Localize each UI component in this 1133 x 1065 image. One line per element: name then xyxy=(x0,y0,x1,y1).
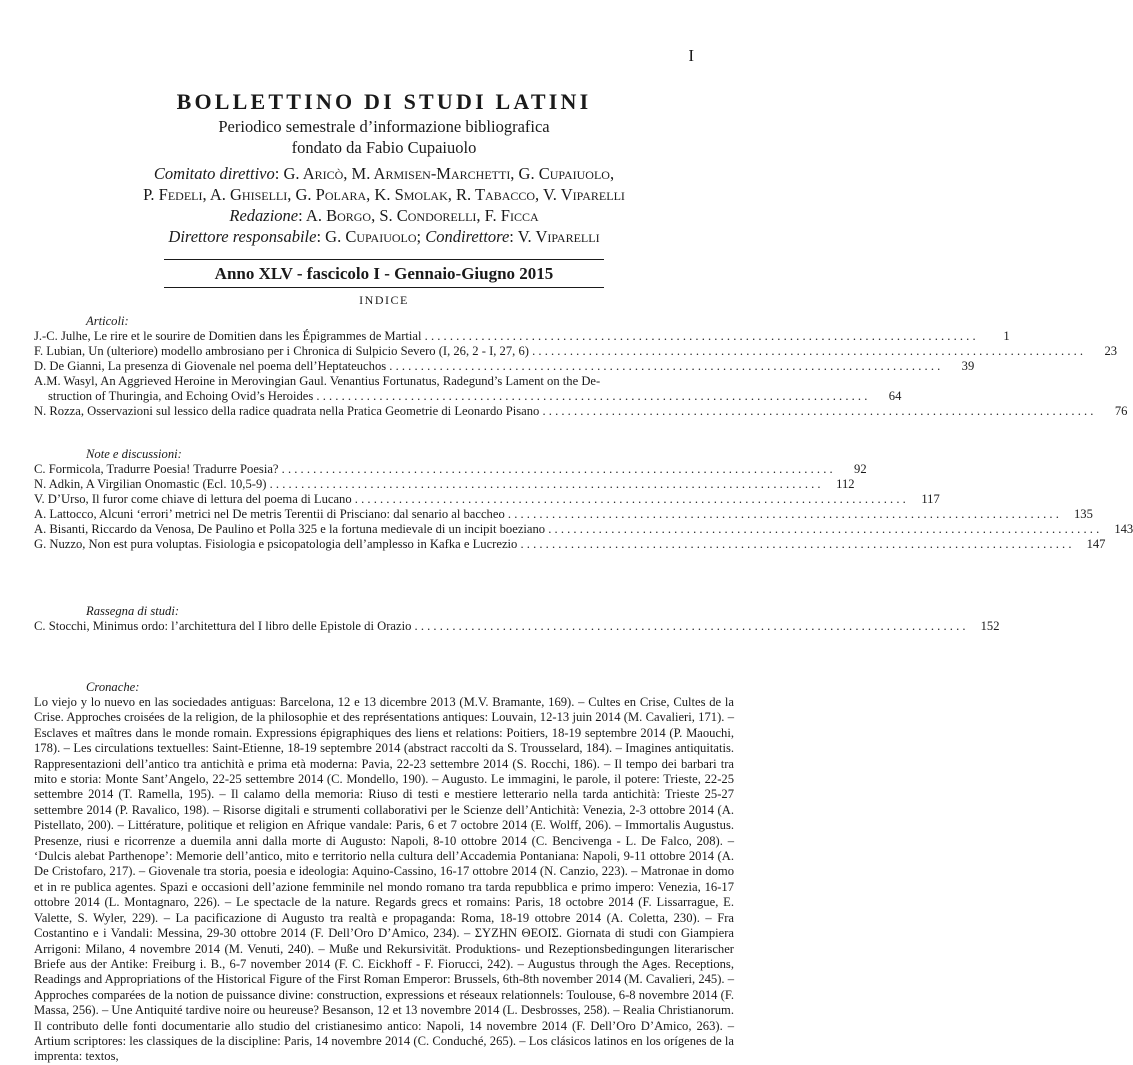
toc-entry[interactable] xyxy=(34,359,975,374)
subtitle-line-1: Periodico semestrale d’informazione bibliografica xyxy=(218,117,550,136)
rule-top xyxy=(164,259,604,260)
rassegna-section xyxy=(34,604,1000,634)
toc-page: 143 xyxy=(1114,522,1133,536)
redazione-label: Redazione xyxy=(229,206,299,225)
toc-page: 64 xyxy=(888,389,902,403)
comitato-members-2: P. Fedeli, A. Ghiselli, G. Polara, K. Smolak, R. Tabacco, V. Viparelli xyxy=(143,185,625,204)
toc-entry[interactable] xyxy=(34,329,1010,344)
toc-title: C. Stocchi, Minimus ordo: l’architettura del I libro delle Epistole di Orazio . . . xyxy=(34,619,966,634)
toc-page: 147 xyxy=(1086,537,1106,551)
condirettore-label: Condirettore xyxy=(425,227,510,246)
toc-title-line-1: A.M. Wasyl, An Aggrieved Heroine in Merovingian Gaul. Venantius Fortunatus, Radegund’s Lament on the De- xyxy=(34,374,601,388)
index-heading: INDICE xyxy=(359,293,409,307)
toc-page: 117 xyxy=(921,492,940,506)
toc-entry[interactable] xyxy=(34,522,1133,537)
toc-title: V. D’Urso, Il furor come chiave di lettura del poema di Lucano . . . xyxy=(34,492,906,507)
direttore-line xyxy=(0,226,768,247)
rule-bottom xyxy=(164,287,604,288)
comitato-line-1 xyxy=(0,163,768,184)
cronache-text: Lo viejo y lo nuevo en las sociedades antiguas: Barcelona, 12 e 13 dicembre 2013 (M.V. Bramante, 169). – Cultes en Crise, Cultes de la Crise. Approches croisées de la religion, de la philosophie et des représentations antiques: Louvain, 12-13 juin 2014 (M. Cavalieri, 171). – Esclaves et maîtres dans le monde romain. Expressions épigraphiques des liens et relations: Poitiers, 18-19 septembre 2014 (P. Maouchi, 178). – Les circulations textuelles: Saint-Etienne, 18-19 septembre 2014 (abstract raccolti da S. Trousselard, 184). – Imagines antiquitatis. Rappresentazioni dell’antico tra antichità e prima età moderna: Pavia, 22-23 settembre 2014 (S. Rocchi, 186). – Il tempo dei barbari tra mito e storia: Monte Sant’Angelo, 22-25 settembre 2014 (C. Mondello, 190). – Augusto. Le immagini, le parole, il potere: Trieste, 22-25 settembre 2014 (T. Ramella, 195). – Il calamo della memoria: Riuso di testi e mestiere letterario nella tarda antichità: Trieste 25-27 settembre 2014 (P. Ravalico, 198). – Risorse digitali e strumenti collaborativi per le Scienze dell’Antichità: Venezia, 2-3 ottobre 2014 (A. Pistellato, 200). – Littérature, politique et religion en Afrique vandale: Paris, 6 et 7 octobre 2014 (E. Wolff, 206). – Immortalis Augustus. Presenze, riusi e ricorrenze a duemila anni dalla morte di Augusto: Napoli, 8-10 ottobre 2014 (C. Bencivenga - L. De Falco, 208). – ‘Dulcis alebat Parthenope’: Memorie dell’antico, mito e territorio nella cultura dell’Accademia Pontaniana: Napoli, 9-11 ottobre 2014 (A. De Cristofaro, 217). – Giovenale tra storia, poesia e ideologia: Aquino-Cassino, 16-17 ottobre 2014 (N. Canzio, 223). – Matronae in domo et in re publica agentes. Spazi e occasioni dell’azione femminile nel mondo romano tra tarda repubblica e primo impero: Venezia, 16-17 ottobre 2014 (L. Montagnaro, 226). – Le spectacle de la nature. Regards grecs et romains: Paris, 18 octobre 2014 (F. Lissarrague, E. Valette, S. Wyler, 229). – La pacificazione di Augusto tra realtà e propaganda: Roma, 18-19 ottobre 2014 (A. Coletta, 230). – Fra Costantino e i Vandali: Messina, 29-30 ottobre 2014 (F. Dell’Oro D’Amico, 234). – ΣΥΖΗΝ ΘΕΟΙΣ. Giornata di studi con Giampiera Arrigoni: Milano, 4 novembre 2014 (M. Venuti, 240). – Muße und Rekursivität. Produktions- und Rezeptionsbedingungen literarischer Briefe aus der Antike: Freiburg i. B., 6-7 november 2014 (F. C. Eickhoff - F. Fiorucci, 242). – Augustus through the Ages. Receptions, Readings and Appropriations of the Historical Figure of the First Roman Emperor: Brussels, 6th-8th november 2014 (M. Cavalieri, 245). – Approches comparées de la notion de puissance divine: construction, expressions et réseaux relationnels: Toulouse, 6-8 novembre 2014 (F. Massa, 256). – Une Antiquité tardive noire ou heureuse? Besanson, 12 et 13 novembre 2014 (L. Desbrosses, 258). – Realia Christianorum. Il contributo delle fonti documentarie allo studio del cristianesimo antico: Napoli, 14 novembre 2014 (F. Dell’Oro D’Amico, 263). – Artium scriptores: les classiques de la discipline: Paris, 14 novembre 2014 (C. Conduché, 265). – Los clásicos latinos en los orígenes de la imprenta: textos, xyxy=(34,695,734,1064)
toc-page: 1 xyxy=(1003,329,1010,343)
comitato-members-1: : G. Aricò, M. Armisen-Marchetti, G. Cupaiuolo, xyxy=(274,164,615,183)
toc-page: 152 xyxy=(980,619,1000,633)
toc-page: 23 xyxy=(1104,344,1118,358)
toc-entry[interactable] xyxy=(34,462,867,477)
toc-title: A. Bisanti, Riccardo da Venosa, De Paulino et Polla 325 e la fortuna medievale di un incipit boeziano . . . xyxy=(34,522,1099,537)
toc-entry[interactable] xyxy=(34,619,1000,634)
toc-page: 39 xyxy=(961,359,975,373)
toc-page: 76 xyxy=(1114,404,1128,418)
toc-page: 135 xyxy=(1073,507,1093,521)
toc-page: 112 xyxy=(836,477,855,491)
toc-entry[interactable] xyxy=(34,389,902,404)
masthead xyxy=(0,90,768,247)
section-label: Articoli: xyxy=(86,314,129,328)
cronache-section xyxy=(34,680,734,1064)
comitato-label: Comitato direttivo xyxy=(153,164,275,183)
toc-entry[interactable] xyxy=(34,507,1093,522)
section-label: Cronache: xyxy=(86,680,140,694)
toc-title: struction of Thuringia, and Echoing Ovid’s Heroides . . . xyxy=(48,389,867,404)
issue-line: Anno XLV - fascicolo I - Gennaio-Giugno 2015 xyxy=(214,264,554,283)
toc-title: G. Nuzzo, Non est pura voluptas. Fisiologia e psicopatologia dell’amplesso in Kafka e Lucrezio . . . xyxy=(34,537,1071,552)
toc-page: 92 xyxy=(854,462,867,476)
journal-title: BOLLETTINO DI STUDI LATINI xyxy=(176,89,592,114)
section-label: Rassegna di studi: xyxy=(86,604,180,618)
redazione-members: : A. Borgo, S. Condorelli, F. Ficca xyxy=(298,206,539,225)
note-section xyxy=(34,447,1133,552)
subtitle-line-2: fondato da Fabio Cupaiuolo xyxy=(291,138,477,157)
articoli-section xyxy=(34,314,1128,419)
toc-entry[interactable] xyxy=(34,344,1118,359)
toc-entry[interactable] xyxy=(34,477,855,492)
toc-title: A. Lattocco, Alcuni ‘errori’ metrici nel De metris Terentii di Prisciano: dal senario al baccheo . . . xyxy=(34,507,1059,522)
condirettore-name: : V. Viparelli xyxy=(509,227,600,246)
toc-entry[interactable] xyxy=(34,492,940,507)
toc-title: C. Formicola, Tradurre Poesia! Tradurre Poesia? . . . xyxy=(34,462,833,477)
toc-title: N. Rozza, Osservazioni sul lessico della radice quadrata nella Pratica Geometrie di Leonardo Pisano . . . xyxy=(34,404,1093,419)
toc-title: N. Adkin, A Virgilian Onomastic (Ecl. 10,5-9) . . . xyxy=(34,477,821,492)
direttore-name: : G. Cupaiuolo; xyxy=(316,227,426,246)
section-label: Note e discussioni: xyxy=(86,447,182,461)
toc-title: D. De Gianni, La presenza di Giovenale nel poema dell’Heptateuchos . . . xyxy=(34,359,940,374)
toc-entry[interactable] xyxy=(34,404,1128,419)
page-number: I xyxy=(688,46,694,65)
toc-title: J.-C. Julhe, Le rire et le sourire de Domitien dans les Épigrammes de Martial . . . xyxy=(34,329,976,344)
toc-title: F. Lubian, Un (ulteriore) modello ambrosiano per i Chronica di Sulpicio Severo (I, 26, 2 - I, 27, 6) . . . xyxy=(34,344,1083,359)
redazione-line xyxy=(0,205,768,226)
direttore-label: Direttore responsabile xyxy=(168,227,317,246)
toc-entry[interactable] xyxy=(34,537,1106,552)
